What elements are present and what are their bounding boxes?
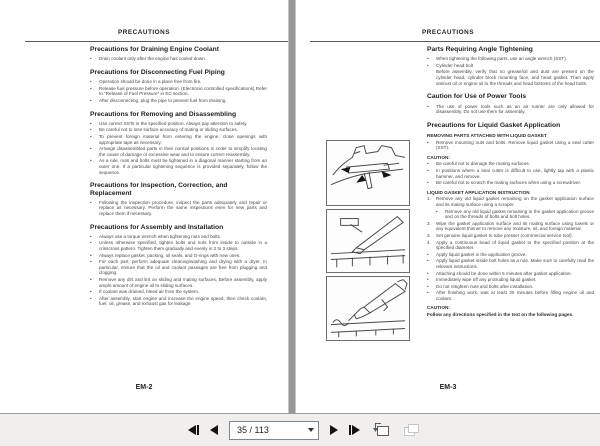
item-text: Use correct SSTs in the specified position. Always pay attention to safety. <box>99 120 248 126</box>
item-text: Always replace gasket, packing, oil seals, and O-rings with new ones. <box>99 252 241 258</box>
navigation-toolbar <box>0 413 600 446</box>
bullet-item <box>90 121 267 127</box>
bullet-glyph: • <box>90 146 92 152</box>
bullet-glyph: • <box>90 97 92 103</box>
go-to-last-page-icon <box>352 425 360 435</box>
page-number-label: EM-2 <box>135 384 153 391</box>
bullet-glyph: • <box>427 168 429 174</box>
item-text: After finishing work, wait at least 30 minutes before filling engine oil and coolant. <box>436 290 594 301</box>
item-text: The use of power tools such as an air runner are only allowed for disassembly. Do not use them for assembly. <box>436 103 594 115</box>
bullet-item <box>90 134 267 145</box>
item-text: To prevent foreign material from entering the engine, close openings with appropriate tape as necessary. <box>99 134 267 145</box>
bullet-glyph: • <box>427 283 429 289</box>
previous-page-button[interactable] <box>210 420 218 440</box>
bullet-glyph: • <box>90 240 92 246</box>
item-number: 2. <box>427 220 431 226</box>
page-dropdown-button[interactable] <box>304 422 318 439</box>
bullet-glyph: • <box>427 62 429 68</box>
header-rule <box>25 41 288 42</box>
item-number: 4. <box>427 239 431 245</box>
bullet-glyph: • <box>427 290 429 296</box>
item-text: Remove any dirt and lint on sliding and mating surfaces. Before assembly, apply ample amount of engine oil to sliding surfaces. <box>99 277 267 288</box>
seal-cutter-illustration <box>327 141 409 205</box>
item-text: Be careful not to damage the mating surfaces. <box>436 161 530 167</box>
section-heading: Precautions for Inspection, Correction, and Replacement <box>90 182 228 197</box>
item-text: Remove any old liquid gasket remaining on the gasket application surface and its mating surface using a scraper. <box>436 196 594 207</box>
next-view-button[interactable] <box>402 422 421 438</box>
next-view-icon <box>402 422 421 438</box>
item-text: For each part, perform adequate cleaning/washing and drying with a dryer. In particular, ensure that the oil and coolant passages are free from plugging and clogging. <box>99 259 267 276</box>
numbered-item <box>427 240 594 251</box>
scraper-illustration <box>327 210 409 272</box>
item-text: Release fuel pressure before operation. (Electronic controlled specifications) Refer to "Release of Fuel Pressure" in EC section. <box>99 85 267 97</box>
previous-view-icon <box>371 422 390 438</box>
sub-heading: CAUTION: <box>427 305 450 311</box>
item-text: In positions where a seal cutter is difficult to use, lightly tap with a plastic hammer, and remove. <box>436 168 594 179</box>
manual-page-em-3 <box>296 0 600 413</box>
item-text: Operation should be done in a place free from fire. <box>99 79 202 85</box>
page-number-input[interactable] <box>230 425 304 435</box>
bullet-item <box>90 277 267 288</box>
section-heading: Precautions for Removing and Disassembling <box>90 110 237 118</box>
bullet-glyph: • <box>90 134 92 140</box>
numbered-item <box>427 233 594 239</box>
go-to-first-page-icon-bar <box>197 425 199 435</box>
bullet-glyph: • <box>90 56 92 62</box>
header-rule <box>310 41 600 42</box>
go-to-last-page-icon-bar <box>349 425 351 435</box>
bullet-item <box>90 253 267 259</box>
item-text: As a rule, nuts and bolts must be tightened in a diagonal manner starting from an outer one. If a particular tightening sequence is provided separately, follow the sequence. <box>99 158 267 175</box>
bullet-item <box>90 200 267 217</box>
item-text: Following the inspection procedure, inspect the parts adequately and repair or replace as necessary. Perform the same inspections even for new parts and replace them if necessary. <box>99 199 267 216</box>
bullet-item <box>427 63 594 69</box>
bullet-item <box>90 127 267 133</box>
bullet-glyph: • <box>427 251 429 257</box>
page-text-content <box>90 44 267 308</box>
continuation-text: Before assembly, verify that no grease/oil and dust are present on the cylinder head, cylinder block mounting face, and head gasket. Then apply antirust oil or engine oil to the threads and head bottoms of the head bolts. <box>436 69 594 86</box>
scraper-figure <box>326 209 410 273</box>
page-header-title: PRECAUTIONS <box>117 29 170 36</box>
page-text-content <box>427 44 594 319</box>
section-heading: Parts Requiring Angle Tightening <box>427 46 533 53</box>
bullet-glyph: • <box>427 139 429 145</box>
bullet-item <box>90 296 267 307</box>
bullet-glyph: • <box>90 295 92 301</box>
bullet-item <box>90 79 267 85</box>
item-number: 3. <box>427 232 431 238</box>
item-text: Remove any old liquid gasket remaining in the gasket application groove and on the threads of bolts and bolt holes. <box>445 208 594 220</box>
caution-note: Follow any directions specified in the text on the following pages. <box>427 312 574 318</box>
item-text: Cylinder head bolt <box>436 62 474 68</box>
item-text: Apply liquid gasket inside bolt holes as a rule. Make sure to carefully read the relevant instructions. <box>436 258 594 269</box>
bullet-glyph: • <box>427 56 429 62</box>
section-heading: Precautions for Disconnecting Fuel Piping <box>90 68 225 76</box>
item-text: Drain coolant only after the engine has cooled down. <box>99 56 207 62</box>
numbered-item <box>427 221 594 232</box>
section-heading: Precautions for Liquid Gasket Application <box>427 121 561 129</box>
bullet-item <box>90 86 267 97</box>
item-text: Arrange disassembled parts in their normal positions in order to simplify locating the cause of damage or excessive wear and to ensure correct reassembly. <box>99 146 267 157</box>
item-number: 1. <box>427 196 431 202</box>
item-text: Apply liquid gasket in the application groove. <box>436 251 527 257</box>
bullet-item <box>427 271 594 277</box>
bullet-glyph: • <box>427 277 429 283</box>
item-text: Unless otherwise specified, tighten bolts and nuts from inside to outside in a crisscross pattern. Tighten them gradually and evenly in 2 to 3 steps. <box>99 240 267 252</box>
tube-presser-illustration <box>327 277 409 340</box>
item-text: Be careful not to lose surface accuracy of mating or sliding surfaces. <box>99 127 238 133</box>
item-text: If coolant was drained, bleed air from the system. <box>99 289 200 295</box>
item-text: Do not retighten nuts and bolts after installation. <box>436 283 534 289</box>
dropdown-caret-icon <box>308 428 314 432</box>
seal-cutter-figure <box>326 140 410 206</box>
previous-page-icon <box>210 425 218 435</box>
bullet-glyph: • <box>90 233 92 239</box>
bullet-glyph: • <box>90 158 92 164</box>
bullet-item <box>427 168 594 179</box>
go-to-last-page-button[interactable] <box>348 420 360 440</box>
bullet-item <box>90 158 267 175</box>
bullet-glyph: • <box>90 252 92 258</box>
bullet-glyph: • <box>90 199 92 205</box>
page-header-title: PRECAUTIONS <box>421 29 474 36</box>
bullet-glyph: • <box>90 120 92 126</box>
item-text: Set genuine liquid gasket to tube presser (commercial service tool). <box>436 232 573 238</box>
item-text: Always use a torque wrench when tightening nuts and bolts. <box>99 233 222 239</box>
bullet-glyph: • <box>90 277 92 283</box>
section-heading: Precautions for Draining Engine Coolant <box>90 46 219 53</box>
section-heading: Caution for Use of Power Tools <box>427 93 527 101</box>
bullet-item <box>427 56 594 62</box>
bullet-item <box>90 234 267 240</box>
tube-presser-figure <box>326 276 410 341</box>
go-to-first-page-button[interactable] <box>188 420 200 440</box>
bullet-item <box>90 98 267 104</box>
bullet-glyph: • <box>90 79 92 85</box>
sub-heading: LIQUID GASKET APPLICATION INSTRUCTION <box>427 189 530 195</box>
sub-heading: REMOVING PARTS ATTACHED WITH LIQUID GASKET <box>427 133 547 139</box>
item-text: Remove mounting nuts and bolts. Remove liquid gasket using a seal cutter (SST). <box>436 139 594 151</box>
section-heading: Precautions for Assembly and Installation <box>90 223 224 231</box>
next-page-button[interactable] <box>330 420 338 440</box>
bullet-glyph: • <box>90 85 92 91</box>
bullet-item <box>427 284 594 290</box>
bullet-item <box>427 290 594 301</box>
sub-bullet-item <box>436 209 594 220</box>
bullet-glyph: • <box>427 180 429 186</box>
go-to-first-page-icon <box>188 425 196 435</box>
bullet-item <box>90 240 267 251</box>
manual-page-em-2 <box>0 0 288 413</box>
page-number-label: EM-3 <box>439 384 457 391</box>
sub-heading: CAUTION: <box>427 154 450 160</box>
bullet-glyph: • <box>427 270 429 276</box>
bullet-item <box>427 277 594 283</box>
bullet-item <box>427 252 594 258</box>
item-text: Apply a continuous bead of liquid gasket to the specified position at the specified diameter. <box>436 239 594 251</box>
page-number-combobox[interactable] <box>229 421 319 440</box>
item-text: After assembly, start engine and increase the engine speed, then check coolant, fuel, oil, grease, and exhaust gas for leakage. <box>99 295 267 307</box>
bullet-item <box>427 140 594 151</box>
bullet-item <box>427 258 594 269</box>
bullet-item <box>427 161 594 167</box>
bullet-glyph: • <box>427 258 429 264</box>
bullet-item <box>427 104 594 115</box>
item-text: Wipe the gasket application surface and its mating surface using towels or any equivalent thinner to remove any moisture, oil, and foreign material. <box>436 220 594 232</box>
bullet-item <box>90 289 267 295</box>
item-text: Be careful not to scratch the mating surfaces when using a screwdriver. <box>436 180 582 186</box>
bullet-item <box>90 259 267 276</box>
bullet-glyph: • <box>427 161 429 167</box>
numbered-item <box>427 196 594 207</box>
item-text: When tightening the following parts, use an angle wrench (SST). <box>436 56 567 62</box>
page-spine-divider <box>288 0 296 413</box>
next-page-icon <box>330 425 338 435</box>
bullet-item <box>90 146 267 157</box>
previous-view-button[interactable] <box>371 422 390 438</box>
item-text: Immediately wipe off any protruding liquid gasket. <box>436 277 537 283</box>
item-text: After disconnecting, plug the pipe to prevent fuel from draining. <box>99 97 227 103</box>
bullet-item <box>90 56 267 62</box>
bullet-glyph: • <box>90 127 92 133</box>
bullet-glyph: • <box>427 103 429 109</box>
bullet-glyph: • <box>436 208 438 214</box>
item-text: Attaching should be done within 5 minutes after gasket application. <box>436 270 572 276</box>
bullet-glyph: • <box>90 259 92 265</box>
bullet-glyph: • <box>90 289 92 295</box>
bullet-item <box>427 180 594 186</box>
